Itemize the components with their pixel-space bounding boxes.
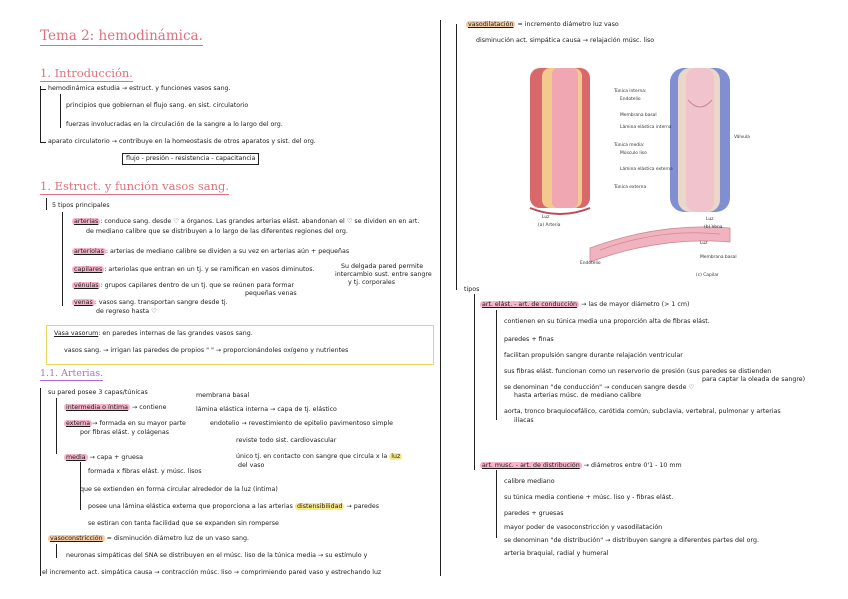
endotelio-line-3: único tj. en contacto con sangre que circula x la luz [236, 453, 401, 460]
arterias-key: arterias [74, 218, 99, 225]
media-sub-4: se estiran con tanta facilidad que se expanden sin romperse [88, 520, 279, 527]
fig-label-tunica-interna: Túnica interna: [614, 89, 647, 94]
heading-introduccion: 1. Introducción. [40, 66, 133, 80]
am-5: se denominan "de distribución" → distribuyen sangre a diferentes partes del org. [504, 537, 759, 544]
venas-line-2: de regreso hasta ♡ [96, 308, 157, 315]
am-4: mayor poder de vasoconstricción y vasodilatación [504, 524, 663, 531]
vasodilatacion-line: vasodilatación = incremento diámetro luz vaso [468, 21, 619, 28]
am-6: arteria braquial, radial y humeral [504, 550, 609, 557]
venulas-note: pequeñas venas [245, 290, 297, 297]
vasoconstriccion-line-3: el incremento act. simpática causa → contracción músc. liso → comprimiendo pared vaso y estrechando luz [42, 569, 382, 576]
tipos-principales: 5 tipos principales [52, 202, 110, 209]
am-1: calibre mediano [504, 478, 555, 485]
art-elastica-line: art. elást. - art. de conducción → las de mayor diámetro (> 1 cm) [482, 301, 690, 308]
ae-4b: para captar la oleada de sangre) [702, 376, 806, 383]
vasodilatacion-line-2: disminución act. simpática causa → relajación músc. liso [476, 37, 655, 44]
svg-text:Membrana basal: Membrana basal [700, 255, 737, 260]
heading-arterias: 1.1. Arterias. [40, 368, 104, 379]
capilares-note-2: intercambio sust. entre sangre [335, 271, 432, 278]
vasa-vasorum-line-2: vasos sang. → irrigan las paredes de propios " " → proporcionándoles oxígeno y nutrientes [64, 347, 349, 354]
media-sub-1: formada x fibras elást. y músc. lisos [88, 468, 202, 475]
heading-estructura: 1. Estruct. y función vasos sang. [40, 179, 230, 193]
endotelio-line-2: reviste todo sist. cardiovascular [236, 437, 337, 444]
media-line: media → capa + gruesa [66, 454, 143, 461]
endotelio-line-4: del vaso [238, 462, 265, 469]
svg-text:Luz: Luz [700, 241, 708, 246]
vessel-diagram [520, 60, 766, 282]
svg-text:Endotelio: Endotelio [620, 97, 641, 102]
ae-2: paredes + finas [504, 336, 554, 343]
vasoconstriccion-line: vasoconstricción = disminución diámetro luz de un vaso sang. [50, 535, 250, 542]
externa-line-2: por fibras elást. y colágenas [80, 429, 170, 436]
intima-line: intermedia o íntima → contiene [66, 404, 167, 411]
vasa-vasorum-line: Vasa vasorum: en paredes internas de las grandes vasos sang. [54, 330, 253, 337]
vasoconstriccion-line-2: neuronas simpáticas del SNA se distribuyen en el músc. liso de la túnica media → su estímulo y [66, 552, 368, 559]
svg-text:(a) Arteria: (a) Arteria [538, 223, 561, 228]
tipos-label: tipos [464, 286, 480, 293]
intro-box: flujo - presión - resistencia - capacitancia [122, 153, 259, 165]
svg-text:Luz: Luz [542, 215, 550, 220]
am-3: paredes + gruesas [504, 510, 564, 517]
venas-line: venas : vasos sang. transportan sangre desde tj. [74, 299, 228, 306]
capilares-note-1: Su delgada pared permite [341, 263, 424, 270]
arterias-line: arterias : conduce sang. desde ♡ a órganos. Las grandes arterias elást. abandonan el ♡ se dividen en en art. [74, 218, 420, 225]
art-muscular-line: art. musc. - art. de distribución → diámetros entre 0'1 - 10 mm [482, 462, 682, 469]
page-title: Tema 2: hemodinámica. [40, 28, 203, 44]
svg-text:(c) Capilar: (c) Capilar [696, 273, 719, 278]
svg-text:Endotelio: Endotelio [580, 261, 601, 266]
arterias-capas: su pared posee 3 capas/túnicas [48, 389, 148, 396]
svg-text:Lámina elástica externa: Lámina elástica externa [620, 167, 673, 172]
arterias-line-2: de mediano calibre que se distribuyen a lo largo de las diferentes regiones del org. [86, 228, 348, 235]
ae-1: contienen en su túnica media una proporción alta de fibras elást. [504, 318, 710, 325]
endotelio-line: endotelio → revestimiento de epitelio pavimentoso simple [210, 420, 393, 427]
media-sub-3: posee una lámina elástica externa que proporciona a las arterias distensibilidad → paredes [88, 503, 380, 510]
intro-line-4: aparato circulatorio → contribuye en la homeostasis de otros aparatos y sist. del org. [48, 138, 316, 145]
lamina-elastica-interna: lámina elástica interna → capa de tj. elástico [196, 406, 337, 413]
svg-text:Túnica externa: Túnica externa [614, 185, 647, 190]
capilares-note-3: y tj. corporales [348, 279, 396, 286]
membrana-basal: membrana basal [196, 392, 250, 399]
ae-6b: ilíacas [514, 417, 534, 424]
svg-text:Músculo liso: Músculo liso [620, 151, 647, 156]
media-sub-2: que se extienden en forma circular alrededor de la luz (íntima) [80, 486, 278, 493]
svg-text:Lámina elástica interna: Lámina elástica interna [620, 125, 672, 130]
ae-5: se denominan "de conducción" → conducen sangre desde ♡ [504, 384, 695, 391]
svg-text:Válvula: Válvula [734, 135, 750, 140]
intro-line-3: fuerzas involucradas en la circulación de la sangre a lo largo del org. [66, 121, 283, 128]
intro-line-2: principios que gobiernan el flujo sang. en sist. circulatorio [66, 102, 249, 109]
svg-text:Túnica media:: Túnica media: [614, 143, 645, 148]
arteriolas-line: arteriolas : arterias de mediano calibre se dividen a su vez en arterias aún + pequeñas [74, 248, 350, 255]
svg-text:(b) Vena: (b) Vena [704, 225, 723, 230]
svg-text:Membrana basal: Membrana basal [620, 113, 657, 118]
ae-5b: hasta arterias músc. de mediano calibre [514, 392, 642, 399]
ae-4: sus fibras elást. funcionan como un reservorio de presión (sus paredes se distienden [504, 368, 772, 375]
svg-text:Luz: Luz [706, 217, 714, 222]
venulas-line: vénulas : grupos capilares dentro de un tj. que se reúnen para formar [74, 282, 294, 289]
ae-6: aorta, tronco braquiocefálico, carótida común, subclavia, vertebral, pulmonar y arterias [504, 408, 781, 415]
ae-3: facilitan propulsión sangre durante relajación ventricular [504, 352, 683, 359]
externa-line: externa → formada en su mayor parte [66, 420, 186, 427]
capilares-line: capilares : arteriolas que entran en un tj. y se ramifican en vasos diminutos. [74, 266, 315, 273]
intro-line-1: hemodinámica estudia → estruct. y funciones vasos sang. [48, 85, 231, 92]
am-2: su túnica media contiene + músc. liso y - fibras elást. [504, 494, 674, 501]
